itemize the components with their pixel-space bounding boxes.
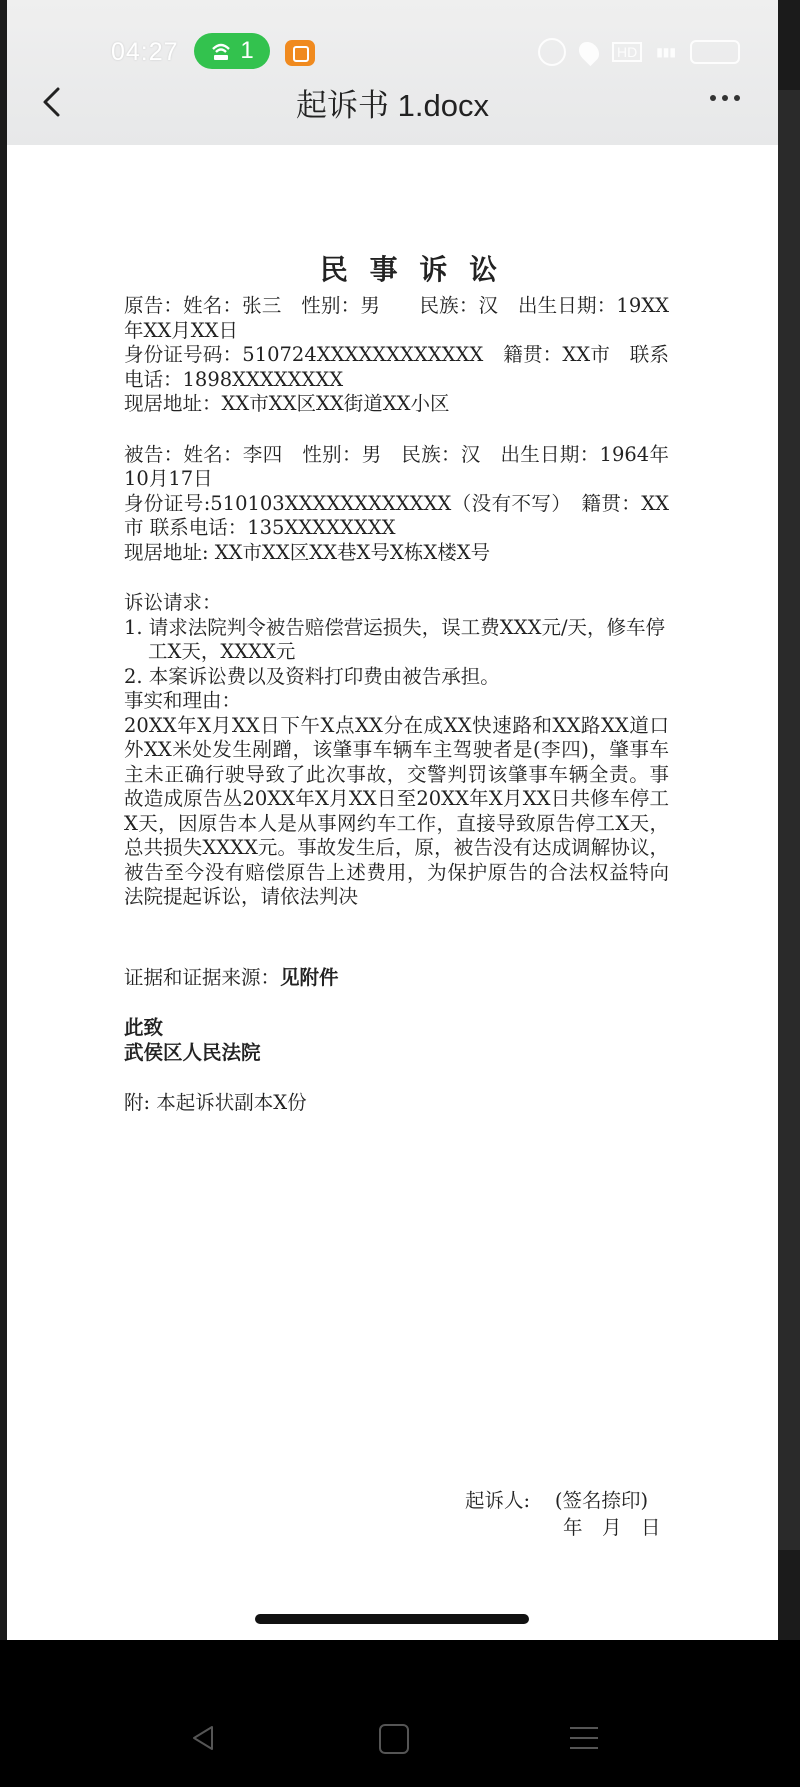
date-line: 年 月 日 [563, 1516, 661, 1539]
hotspot-indicator[interactable] [194, 33, 270, 69]
document-title: 起诉书 1.docx [296, 88, 489, 123]
inner-battery-icon [690, 40, 740, 64]
signer-value: (签名捺印) [554, 1489, 649, 1512]
claim-item: 1. 请求法院判令被告赔偿营运损失，误工费XXX元/天，修车停工X天，XXXX元 [124, 615, 666, 663]
claim-item: 2. 本案诉讼费以及资料打印费由被告承担。 [124, 664, 500, 688]
nav-back-icon[interactable] [188, 1723, 218, 1753]
evidence-value: 见附件 [280, 965, 339, 989]
document-page [124, 248, 669, 1116]
inner-status-time: 04:27 [111, 38, 179, 66]
inner-status-icons [538, 38, 740, 66]
phone-screen [7, 0, 778, 1640]
evidence-label: 证据和证据来源： [124, 965, 281, 989]
nav-home-icon[interactable] [379, 1724, 409, 1754]
more-options-icon[interactable] [710, 95, 740, 101]
plaintiff-line: 现居地址：XX市XX区XX街道XX小区 [124, 392, 450, 415]
facts-body: 20XX年X月XX日下午X点XX分在成XX快速路和XX路XX道口外XX米处发生剐蹭，该肇事车辆车主驾驶者是(李四)，肇事车主未正确行驶导致了此次事故，交警判罚该肇事车辆全责。事故造成原告丛20XX年X月XX日至20XX年X月XX日共修车停工X天，因原告本人是从事网约车工作，直接导致原告停工X天，总共损失XXXX元。事故发生后，原，被告没有达成调解协议，被告至今没有赔偿原告上述费用，为保护原告的合法权益特向法院提起诉讼，请依法判决 [124, 713, 669, 908]
plaintiff-line: 身份证号码：510724XXXXXXXXXXXX 籍贯：XX市 联系电话：1898XXXXXXXX [124, 343, 669, 391]
defendant-line: 身份证号:510103XXXXXXXXXXXX（没有不写） 籍贯：XX市 联系电话：135XXXXXXXX [124, 491, 669, 539]
background-strip [778, 90, 800, 1550]
hotspot-count: 1 [240, 37, 254, 64]
salutation: 此致 [124, 1016, 164, 1039]
evidence-line [124, 966, 669, 991]
defendant-line: 现居地址: XX市XX区XX巷X号X栋X楼X号 [124, 540, 491, 564]
speed-icon [538, 38, 566, 66]
plaintiff-line: 原告：姓名：张三 性别：男 民族：汉 出生日期：19XX年XX月XX日 [124, 294, 669, 342]
claims-title: 诉讼请求： [124, 591, 222, 614]
location-icon [575, 38, 603, 66]
defendant-line: 被告：姓名：李四 性别：男 民族：汉 出生日期：1964年10月17日 [124, 442, 669, 490]
signature-block [465, 1487, 661, 1541]
document-heading: 民 事 诉 讼 [319, 253, 504, 286]
navigation-bar [0, 1640, 800, 1787]
court-name: 武侯区人民法院 [124, 1040, 261, 1064]
nav-menu-icon[interactable] [570, 1727, 598, 1757]
hd-icon: HD [612, 42, 642, 62]
signal-5g-icon: ▮▮▮ [656, 45, 676, 59]
app-notification-icon [285, 40, 315, 66]
hotspot-icon [210, 40, 232, 62]
facts-title: 事实和理由： [124, 689, 242, 712]
attachment-note: 附: 本起诉状副本X份 [124, 1091, 307, 1114]
home-indicator[interactable] [255, 1614, 529, 1624]
signer-label: 起诉人: [465, 1489, 531, 1512]
